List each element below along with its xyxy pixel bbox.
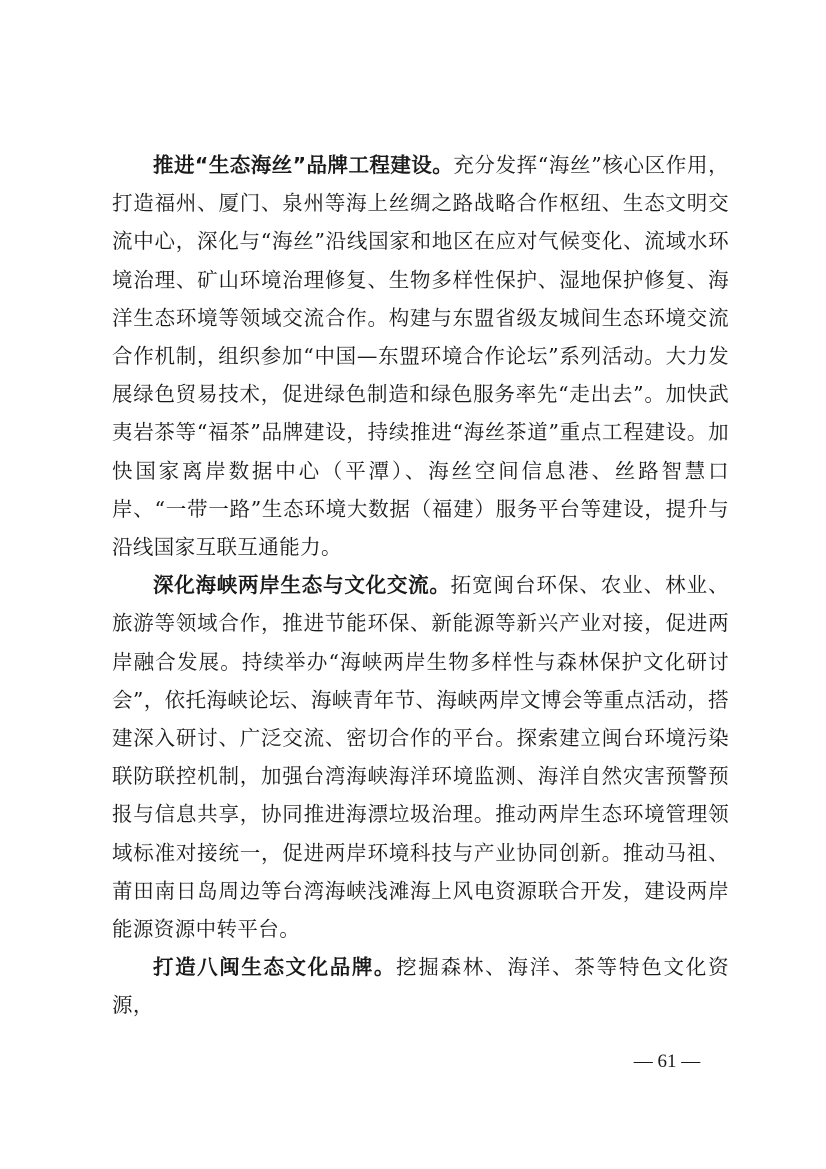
paragraph-eco-culture [112, 948, 729, 1024]
paragraph-heading: 打造八闽生态文化品牌。 [153, 955, 397, 980]
paragraph-text: 充分发挥“海丝”核心区作用，打造福州、厦门、泉州等海上丝绸之路战略合作枢纽、生态文明交流中心，深化与“海丝”沿线国家和地区在应对气候变化、流域水环境治理、矿山环境治理修复、生物多样性保护、湿地保护修复、海洋生态环境等领域交流合作。构建与东盟省级友城间生态环境交流合作机制，组织参加“中国—东盟环境合作论坛”系列活动。大力发展绿色贸易技术，促进绿色制造和绿色服务率先“走出去”。加快武夷岩茶等“福茶”品牌建设，持续推进“海丝茶道”重点工程建设。加快国家离岸数据中心（平潭）、海丝空间信息港、丝路智慧口岸、“一带一路”生态环境大数据（福建）服务平台等建设，提升与沿线国家互联互通能力。 [112, 153, 729, 560]
paragraph-heading: 推进“生态海丝”品牌工程建设。 [153, 153, 454, 177]
document-body [112, 146, 729, 1025]
paragraph-text: 拓宽闽台环保、农业、林业、旅游等领域合作，推进节能环保、新能源等新兴产业对接，促进两岸融合发展。持续举办“海峡两岸生物多样性与森林保护文化研讨会”，依托海峡论坛、海峡青年节、海峡两岸文博会等重点活动，搭建深入研讨、广泛交流、密切合作的平台。探索建立闽台环境污染联防联控机制，加强台湾海峡海洋环境监测、海洋自然灾害预警预报与信息共享，协同推进海漂垃圾治理。推动两岸生态环境管理领域标准对接统一，促进两岸环境科技与产业协同创新。推动马祖、莆田南日岛周边等台湾海峡浅滩海上风电资源联合开发，建设两岸能源资源中转平台。 [112, 573, 729, 942]
paragraph-text: 挖掘森林、海洋、茶等特色文化资源， [112, 955, 730, 1018]
page-number: — 61 — [633, 1051, 701, 1072]
paragraph-silk-road [112, 146, 729, 566]
paragraph-cross-strait [112, 566, 729, 948]
paragraph-heading: 深化海峡两岸生态与文化交流。 [153, 573, 451, 598]
